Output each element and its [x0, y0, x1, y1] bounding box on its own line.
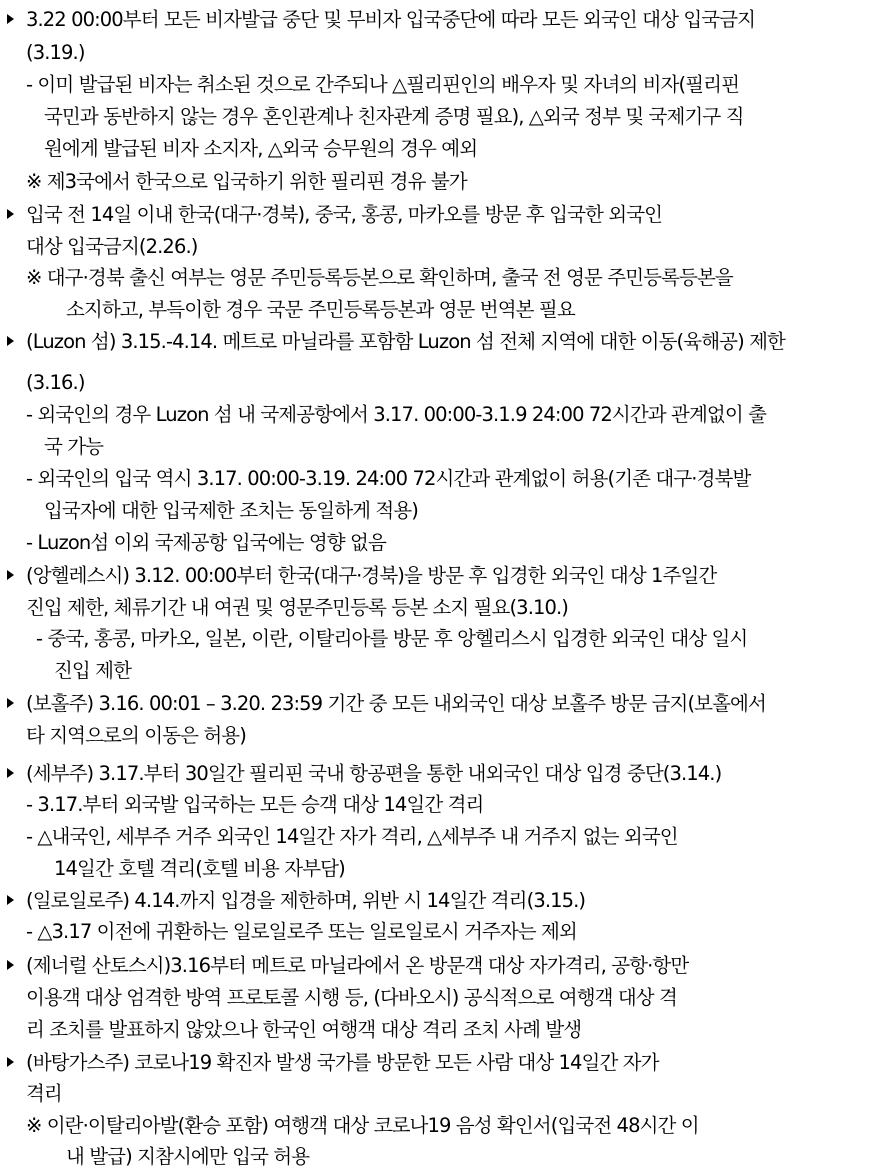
text-line: 내 발급) 지참시에만 입국 허용 — [66, 1145, 310, 1168]
text-line: (일로일로주) 4.14.까지 입경을 제한하며, 위반 시 14일간 격리(3.15.) — [26, 889, 586, 912]
text-line: ※ 이란·이탈리아발(환승 포함) 여행객 대상 코로나19 음성 확인서(입국전 48시간 이 — [26, 1114, 699, 1137]
text-line: 국민과 동반하지 않는 경우 혼인관계나 친자관계 증명 필요), △외국 정부 및 국제기구 직 — [44, 105, 744, 128]
bullet-triangle-icon — [5, 4, 17, 35]
text-line: ※ 대구·경북 출신 여부는 영문 주민등록등본으로 확인하며, 출국 전 영문 주민등록등본을 — [26, 266, 733, 289]
bullet-triangle-icon — [5, 688, 17, 719]
text-line: (앙헬레스시) 3.12. 00:00부터 한국(대구·경북)을 방문 후 입경한 외국인 대상 1주일간 — [26, 564, 717, 587]
text-line: (3.19.) — [26, 41, 85, 64]
text-line: 소지하고, 부득이한 경우 국문 주민등록등본과 영문 번역본 필요 — [66, 298, 575, 321]
text-line: 국 가능 — [44, 435, 104, 458]
text-line: - 외국인의 경우 Luzon 섬 내 국제공항에서 3.17. 00:00-3.1.9 24:00 72시간과 관계없이 출 — [26, 403, 767, 426]
text-line: (3.16.) — [26, 371, 85, 394]
bullet-triangle-icon — [5, 326, 17, 357]
text-line: 입국자에 대한 입국제한 조치는 동일하게 적용) — [44, 499, 419, 522]
text-line: 입국 전 14일 이내 한국(대구·경북), 중국, 홍콩, 마카오를 방문 후 입국한 외국인 — [26, 203, 663, 226]
bullet-triangle-icon — [5, 758, 17, 789]
text-line: - 3.17.부터 외국발 입국하는 모든 승객 대상 14일간 격리 — [26, 793, 484, 816]
bullet-triangle-icon — [5, 1047, 17, 1078]
bullet-triangle-icon — [5, 885, 17, 916]
text-line: 리 조치를 발표하지 않았으나 한국인 여행객 대상 격리 조치 사례 발생 — [26, 1018, 582, 1041]
text-line: 격리 — [26, 1082, 62, 1105]
text-line: 진입 제한, 체류기간 내 여권 및 영문주민등록 등본 소지 필요(3.10.) — [26, 596, 569, 619]
text-line: - 외국인의 입국 역시 3.17. 00:00-3.19. 24:00 72시간과 관계없이 허용(기존 대구·경북발 — [26, 467, 751, 490]
text-line: (Luzon 섬) 3.15.-4.14. 메트로 마닐라를 포함함 Luzon 섬 전체 지역에 대한 이동(육해공) 제한 — [26, 330, 785, 353]
text-line: 진입 제한 — [54, 659, 132, 682]
text-line: (보홀주) 3.16. 00:01 – 3.20. 23:59 기간 중 모든 내외국인 대상 보홀주 방문 금지(보홀에서 — [26, 692, 766, 715]
text-line: 타 지역으로의 이동은 허용) — [26, 724, 246, 747]
text-line: - 중국, 홍콩, 마카오, 일본, 이란, 이탈리아를 방문 후 앙헬리스시 입경한 외국인 대상 일시 — [36, 627, 748, 650]
text-line: 대상 입국금지(2.26.) — [26, 235, 198, 258]
bullet-triangle-icon — [5, 950, 17, 981]
text-line: (바탕가스주) 코로나19 확진자 발생 국가를 방문한 모든 사람 대상 14일간 자가 — [26, 1051, 659, 1074]
text-line: 14일간 호텔 격리(호텔 비용 자부담) — [54, 857, 345, 880]
text-line: - △내국인, 세부주 거주 외국인 14일간 자가 격리, △세부주 내 거주지 없는 외국인 — [26, 825, 678, 848]
bullet-triangle-icon — [5, 199, 17, 230]
text-line: 3.22 00:00부터 모든 비자발급 중단 및 무비자 입국중단에 따라 모든 외국인 대상 입국금지 — [26, 8, 756, 31]
text-line: - 이미 발급된 비자는 취소된 것으로 간주되나 △필리핀인의 배우자 및 자녀의 비자(필리핀 — [26, 73, 740, 96]
bullet-triangle-icon — [5, 560, 17, 591]
text-line: 원에게 발급된 비자 소지자, △외국 승무원의 경우 예외 — [44, 137, 478, 160]
text-line: - Luzon섬 이외 국제공항 입국에는 영향 없음 — [26, 531, 386, 554]
text-line: (제너럴 산토스시)3.16부터 메트로 마닐라에서 온 방문객 대상 자가격리, 공항·항만 — [26, 954, 689, 977]
text-line: ※ 제3국에서 한국으로 입국하기 위한 필리핀 경유 불가 — [26, 170, 467, 193]
text-line: - △3.17 이전에 귀환하는 일로일로주 또는 일로일로시 거주자는 제외 — [26, 920, 577, 943]
text-line: 이용객 대상 엄격한 방역 프로토콜 시행 등, (다바오시) 공식적으로 여행객 대상 격 — [26, 986, 677, 1009]
text-line: (세부주) 3.17.부터 30일간 필리핀 국내 항공편을 통한 내외국인 대상 입경 중단(3.14.) — [26, 762, 722, 785]
